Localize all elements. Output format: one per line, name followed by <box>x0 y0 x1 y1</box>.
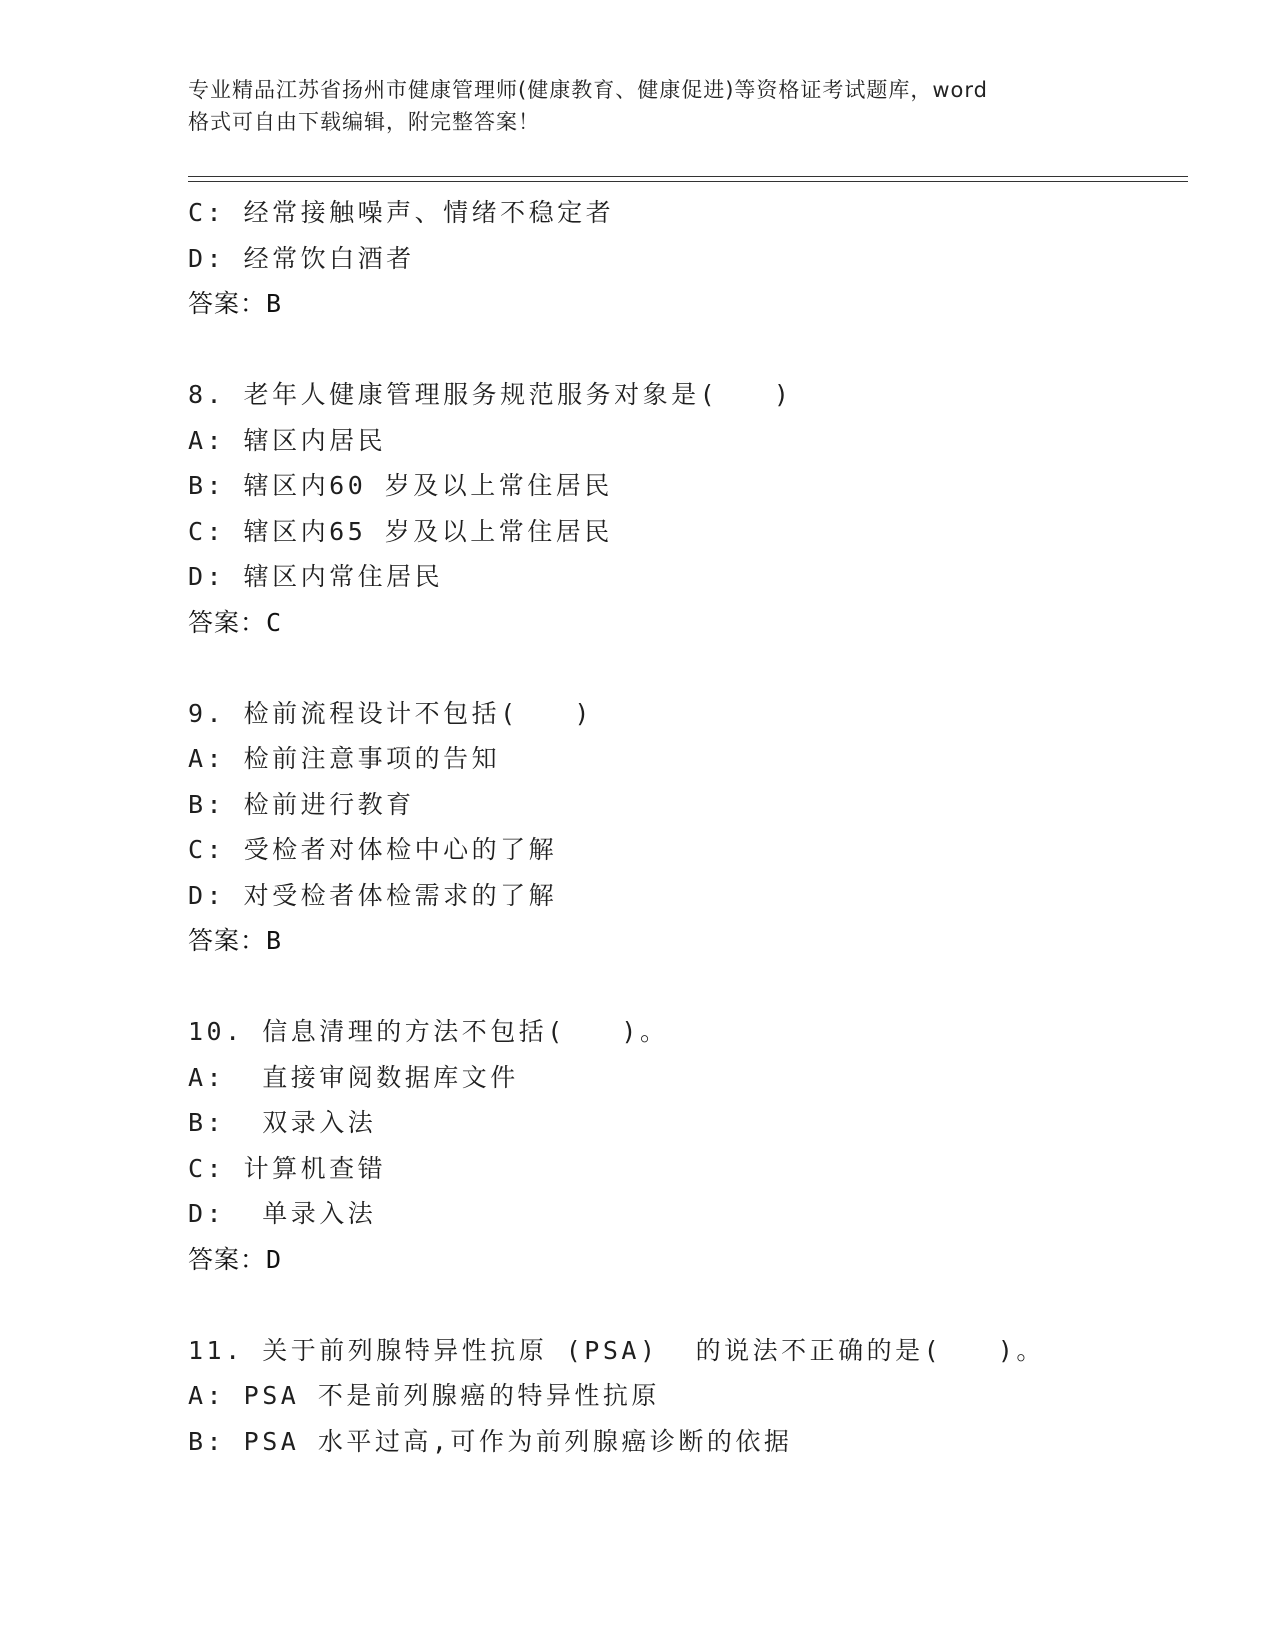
q9-stem: 9. 检前流程设计不包括( ) <box>188 698 593 728</box>
q10-option-b: B: 双录入法 <box>188 1108 377 1137</box>
spacer <box>188 327 1188 373</box>
q8-option-b: B: 辖区内60 岁及以上常住居民 <box>188 471 613 500</box>
q8-option-c: C: 辖区内65 岁及以上常住居民 <box>188 516 613 546</box>
q8-option-a: A: 辖区内居民 <box>188 425 387 455</box>
q10-answer <box>188 1237 1188 1283</box>
question-11 <box>188 1328 1188 1465</box>
spacer <box>188 645 1188 691</box>
q9-option-b: B: 检前进行教育 <box>188 789 415 819</box>
q9-answer <box>188 918 1188 964</box>
answer-label: 答案： <box>188 607 267 637</box>
question-8 <box>188 372 1188 645</box>
header-divider-top <box>188 176 1188 177</box>
question-10 <box>188 1009 1188 1282</box>
q8-option-d: D: 辖区内常住居民 <box>188 562 444 591</box>
header-line-1: 专业精品江苏省扬州市健康管理师(健康教育、健康促进)等资格证考试题库，word <box>188 78 989 102</box>
q9-option-d: D: 对受检者体检需求的了解 <box>188 880 558 910</box>
q8-answer <box>188 600 1188 646</box>
answer-label: 答案： <box>188 1244 267 1274</box>
question-7 <box>188 190 1188 327</box>
q9-option-c: C: 受检者对体检中心的了解 <box>188 835 558 864</box>
document-header <box>188 74 1108 138</box>
answer-value: D <box>266 1244 283 1274</box>
q8-stem: 8. 老年人健康管理服务规范服务对象是( ) <box>188 380 793 409</box>
header-line-2: 格式可自由下载编辑，附完整答案！ <box>188 110 540 134</box>
q11-stem: 11. 关于前列腺特异性抗原 (PSA) 的说法不正确的是( )。 <box>188 1335 1045 1365</box>
answer-value: C <box>266 607 283 637</box>
answer-value: B <box>266 926 283 955</box>
spacer <box>188 1282 1188 1328</box>
q11-option-b: B: PSA 水平过高,可作为前列腺癌诊断的依据 <box>188 1426 793 1456</box>
question-9 <box>188 691 1188 964</box>
answer-label: 答案： <box>188 926 267 955</box>
q7-answer <box>188 281 1188 327</box>
q10-stem: 10. 信息清理的方法不包括( )。 <box>188 1017 669 1046</box>
q9-option-a: A: 检前注意事项的告知 <box>188 744 501 773</box>
q7-option-c: C: 经常接触噪声、情绪不稳定者 <box>188 198 615 227</box>
answer-value: B <box>266 289 283 318</box>
q11-option-a: A: PSA 不是前列腺癌的特异性抗原 <box>188 1381 660 1410</box>
q10-option-a: A: 直接审阅数据库文件 <box>188 1062 519 1092</box>
q10-option-c: C: 计算机查错 <box>188 1153 387 1183</box>
spacer <box>188 964 1188 1010</box>
header-divider-bottom <box>188 181 1188 182</box>
question-content <box>188 190 1188 1464</box>
q10-option-d: D: 单录入法 <box>188 1199 377 1228</box>
q7-option-d: D: 经常饮白酒者 <box>188 243 415 273</box>
answer-label: 答案： <box>188 289 267 318</box>
